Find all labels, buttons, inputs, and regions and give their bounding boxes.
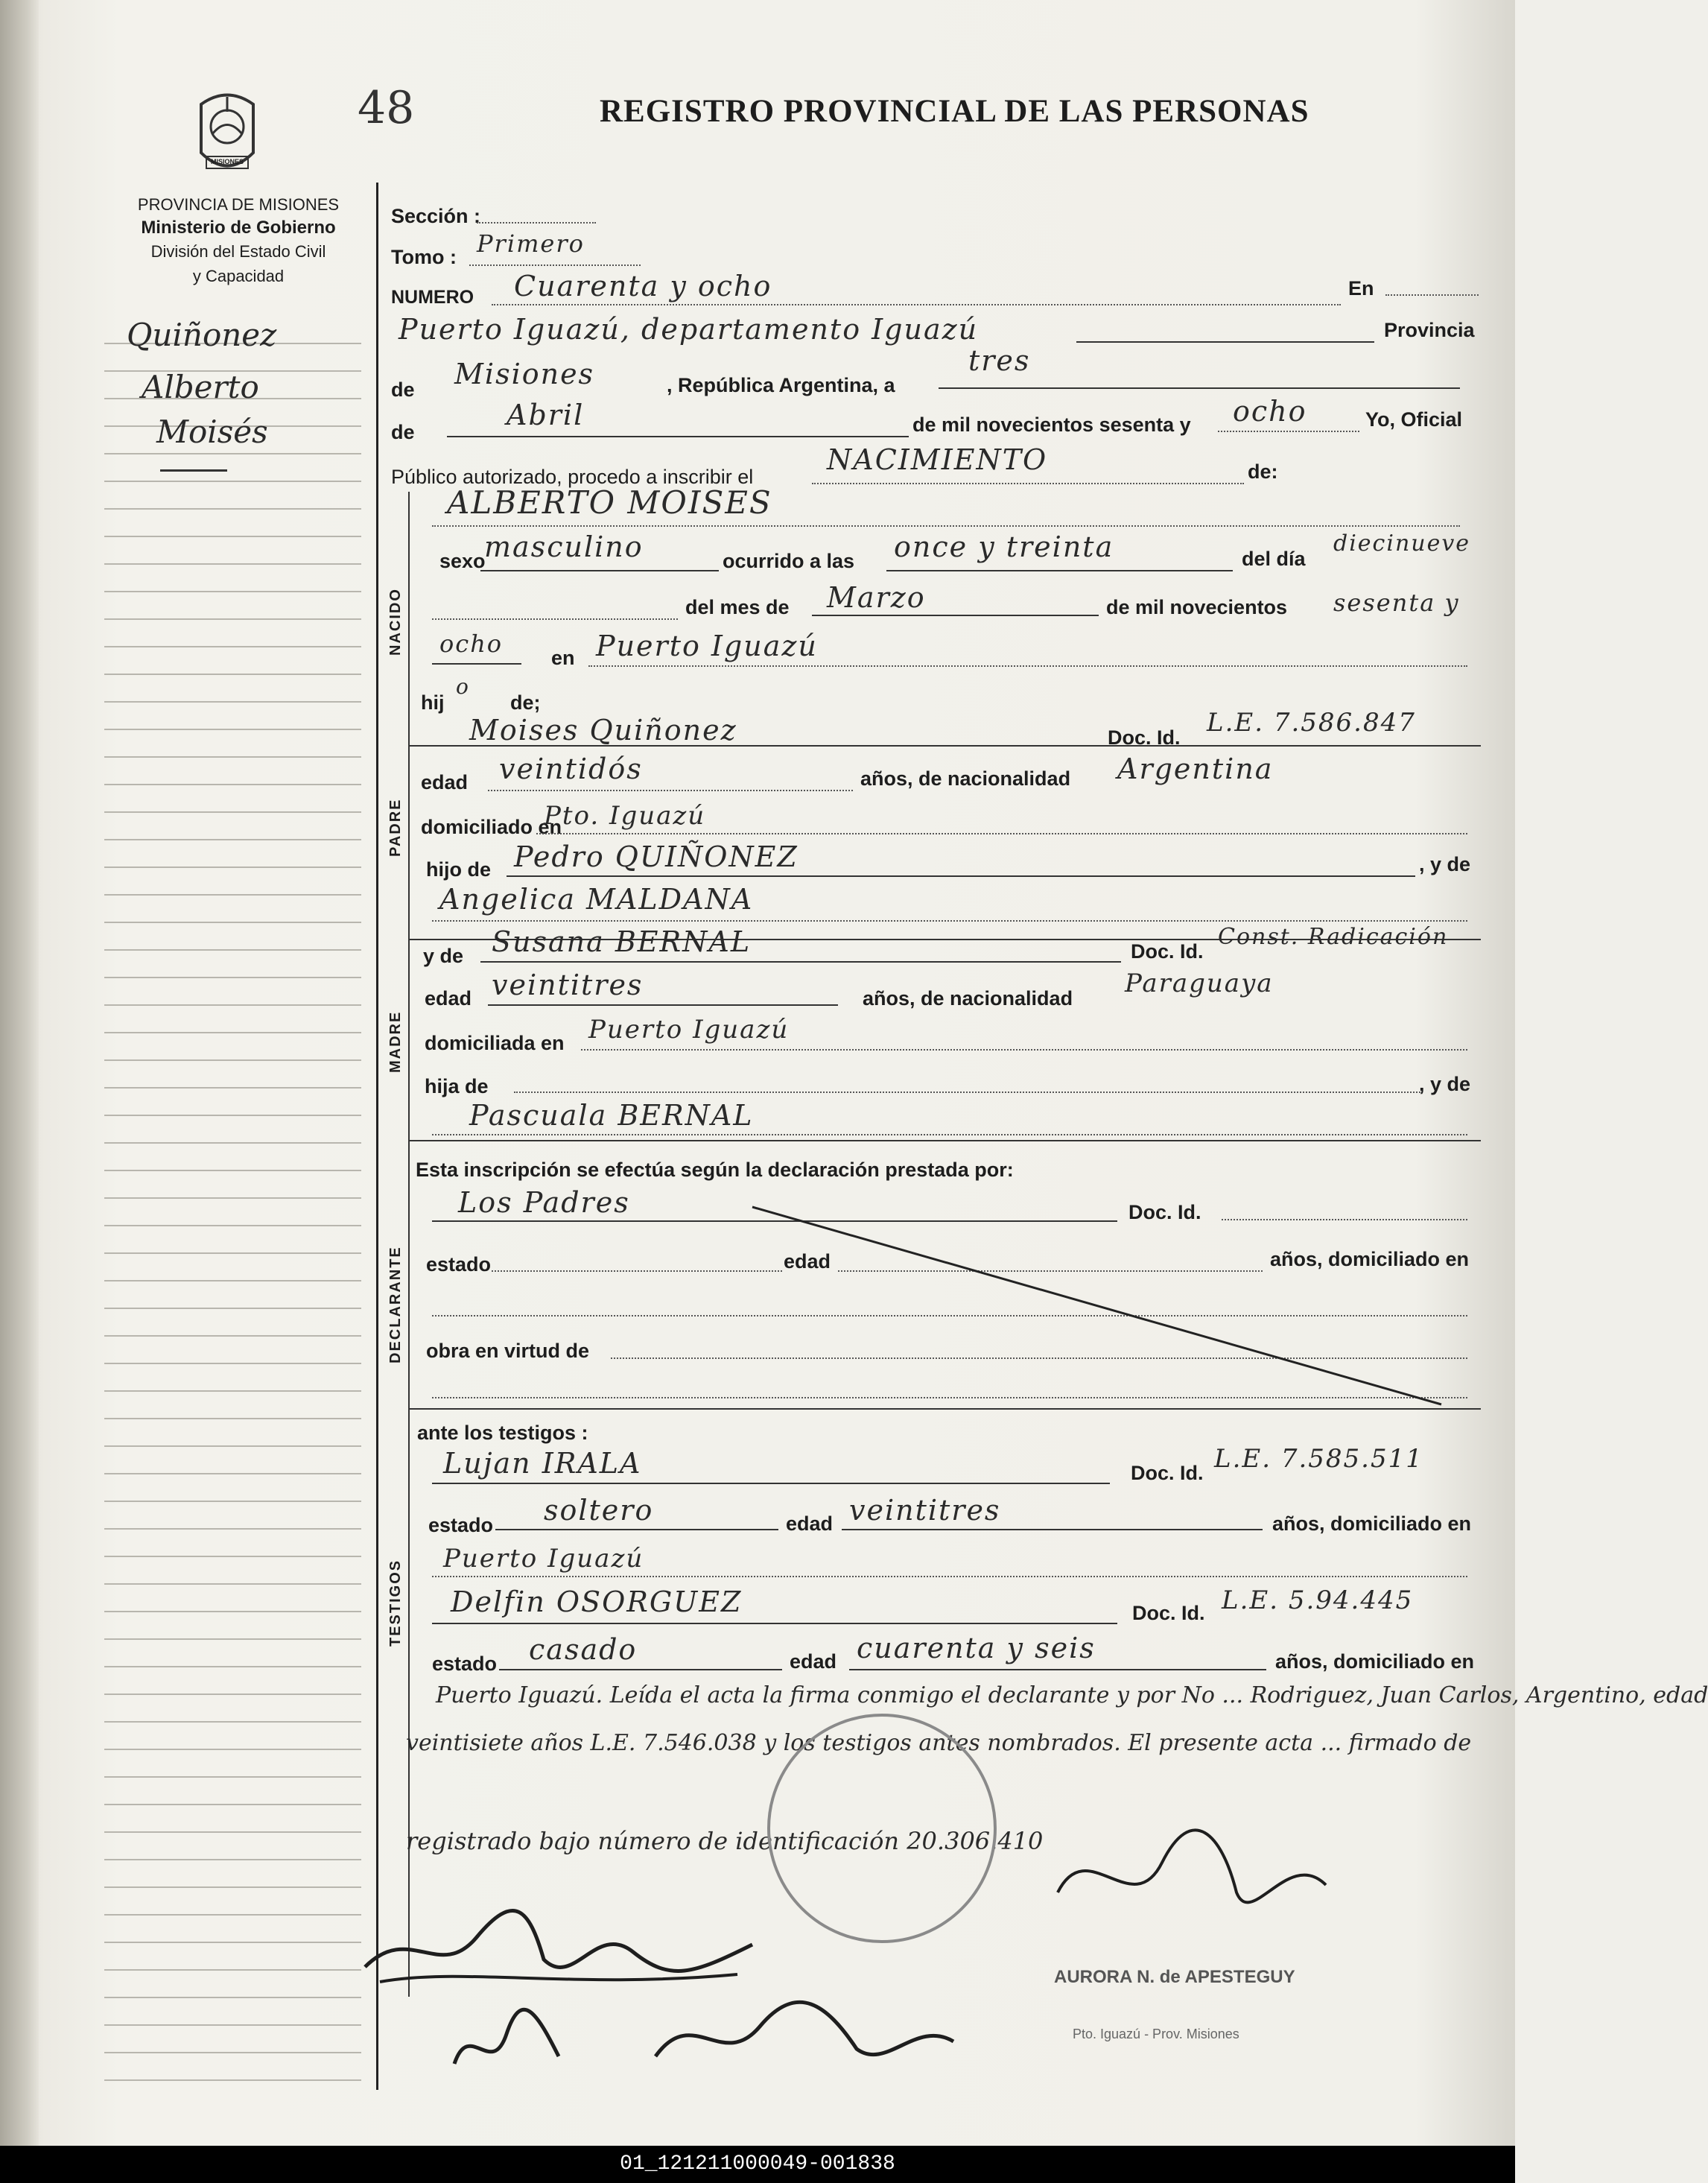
officer-stamp-place: Pto. Iguazú - Prov. Misiones: [1073, 2027, 1239, 2041]
line-mes-nac: [812, 615, 1099, 616]
value-testigo2: Delfin OSORGUEZ: [451, 1585, 743, 1618]
value-sexo: masculino: [484, 530, 644, 563]
value-madre-nac: Paraguaya: [1125, 969, 1274, 998]
dots-nombre: [432, 525, 1460, 527]
line-padre: [432, 745, 1102, 747]
dots-padre-madre: [432, 920, 1467, 922]
value-padre-nac: Argentina: [1117, 753, 1274, 785]
value-mes: Abril: [507, 399, 585, 431]
label-doc-madre: Doc. Id.: [1131, 940, 1204, 963]
label-republica: , República Argentina, a: [667, 374, 895, 396]
value-declarante: Los Padres: [458, 1186, 630, 1219]
label-de-provincia: de: [391, 378, 415, 401]
value-madre: Susana BERNAL: [492, 925, 752, 958]
line-testigo1-estado: [495, 1529, 778, 1530]
line-testigo1-edad: [842, 1529, 1263, 1530]
value-madre-dom: Puerto Iguazú: [588, 1015, 790, 1045]
dots-lugar-nac: [588, 665, 1467, 667]
label-tomo: Tomo :: [391, 246, 457, 268]
value-testigo2-estado: casado: [529, 1633, 638, 1666]
value-padre-madre: Angelica MALDANA: [439, 883, 754, 916]
folio-number: 48: [358, 82, 415, 134]
label-edad-madre: edad: [425, 987, 472, 1010]
notes-line1: Puerto Iguazú. Leída el acta la firma conmigo el declarante y por No ... Rodriguez, Juan Carlos, Argentino, edad: [436, 1682, 1708, 1708]
authority-line3: División del Estado Civil: [150, 242, 326, 261]
label-edad-padre: edad: [421, 771, 469, 793]
dots-padre-dom: [536, 833, 1467, 834]
label-numero: NUMERO: [391, 287, 474, 308]
label-doc-testigo2: Doc. Id.: [1132, 1602, 1205, 1624]
cancel-stroke: [745, 1200, 1453, 1416]
line-lugar: [1076, 341, 1374, 343]
value-testigo1-estado: soltero: [544, 1494, 654, 1527]
line-testigo2-estado: [499, 1669, 782, 1670]
label-nac-madre: años, de nacionalidad: [863, 987, 1073, 1010]
line-dia: [939, 387, 1460, 389]
signature-officer: [1043, 1803, 1341, 1952]
label-yo-oficial: Yo, Oficial: [1365, 408, 1463, 431]
value-mes-nac: Marzo: [827, 581, 926, 614]
label-esta-inscripcion: Esta inscripción se efectúa según la declaración prestada por:: [416, 1159, 1014, 1181]
label-nac-padre: años, de nacionalidad: [860, 767, 1071, 790]
value-padre-padre: Pedro QUIÑONEZ: [514, 840, 799, 873]
value-testigo1-edad: veintitres: [849, 1494, 1001, 1527]
value-tomo: Primero: [477, 229, 585, 258]
signature-testigo: [350, 1878, 767, 1997]
dots-acto: [812, 483, 1244, 484]
margin-underline: [160, 469, 227, 472]
dots-numero: [492, 304, 1341, 305]
value-madre-doc: Const. Radicación: [1218, 924, 1449, 950]
line-sexo: [480, 570, 719, 571]
label-sexo: sexo: [439, 550, 486, 572]
section-label-nacido: NACIDO: [387, 588, 404, 656]
label-estado-declarante: estado: [426, 1253, 492, 1276]
value-testigo1-dom: Puerto Iguazú: [443, 1544, 644, 1574]
dots-madre-madre: [432, 1134, 1467, 1135]
label-en-nac: en: [551, 647, 575, 669]
label-estado-testigo1: estado: [428, 1514, 494, 1536]
value-testigo2-edad: cuarenta y seis: [857, 1632, 1096, 1664]
value-provincia: Misiones: [454, 358, 595, 390]
label-obra: obra en virtud de: [426, 1340, 590, 1362]
official-round-stamp: [767, 1714, 997, 1943]
value-nombre: ALBERTO MOISES: [447, 484, 772, 521]
value-lugar: Puerto Iguazú, departamento Iguazú: [399, 313, 979, 346]
label-y-de-padre: , y de: [1419, 853, 1471, 875]
dots-mes-pre: [432, 618, 678, 620]
value-padre-dom: Pto. Iguazú: [544, 801, 706, 831]
value-padre: Moises Quiñonez: [469, 714, 737, 747]
label-de-mes: de: [391, 421, 415, 443]
margin-name2: Moisés: [156, 414, 268, 450]
section-label-padre: PADRE: [387, 798, 404, 857]
dots-en: [1385, 294, 1479, 296]
label-y-de-madre2: , y de: [1419, 1073, 1471, 1095]
line-anio-nac2: [432, 663, 521, 665]
dots-seccion: [477, 222, 596, 224]
value-padre-doc: L.E. 7.586.847: [1207, 708, 1416, 738]
notes-line3: registrado bajo número de identificación 20.306.410: [406, 1827, 1044, 1855]
label-edad-testigo1: edad: [786, 1512, 834, 1535]
line-mes: [447, 436, 909, 437]
notes-line2: veintisiete años L.E. 7.546.038 y los testigos antes nombrados. El presente acta ... firmado de: [406, 1730, 1472, 1756]
label-doc-padre: Doc. Id.: [1108, 726, 1181, 749]
line-madre: [480, 961, 1121, 963]
officer-stamp-name: AURORA N. de APESTEGUY: [1054, 1967, 1295, 1987]
label-hija-de: hija de: [425, 1075, 489, 1097]
label-edad-testigo2: edad: [790, 1650, 837, 1673]
section-rule-top: [408, 492, 410, 1997]
authority-line4: y Capacidad: [192, 267, 285, 285]
value-anio-nac2: ocho: [439, 630, 504, 658]
label-ante-testigos: ante los testigos :: [417, 1422, 588, 1444]
book-spine: [0, 0, 39, 2146]
left-border-rule: [376, 183, 378, 2090]
value-numero: Cuarenta y ocho: [514, 270, 772, 302]
section-label-madre: MADRE: [387, 1010, 404, 1073]
label-de-semicolon: de;: [510, 691, 541, 714]
label-provincia: Provincia: [1384, 319, 1475, 341]
value-hora: once y treinta: [894, 530, 1114, 563]
value-acto: NACIMIENTO: [827, 443, 1048, 476]
coat-of-arms-seal: [190, 82, 264, 186]
label-publico: Público autorizado, procedo a inscribir el: [391, 466, 754, 488]
value-madre-edad: veintitres: [492, 969, 644, 1001]
label-y-de-madre: y de: [423, 945, 464, 967]
label-edad-declarante: edad: [784, 1250, 831, 1273]
section-label-testigos: TESTIGOS: [387, 1559, 404, 1647]
signature-bottom-left: [447, 2004, 566, 2086]
label-del-dia: del día: [1242, 548, 1306, 570]
authority-line1: PROVINCIA DE MISIONES: [137, 195, 340, 214]
dots-padre-edad: [488, 790, 853, 791]
section-label-declarante: DECLARANTE: [387, 1246, 404, 1363]
line-hora: [886, 570, 1233, 571]
value-testigo1: Lujan IRALA: [443, 1447, 642, 1480]
margin-name1: Alberto: [142, 369, 259, 405]
separator-madre: [408, 1140, 1481, 1141]
dots-testigo1-dom: [432, 1576, 1467, 1577]
label-anos-testigo1: años, domiciliado en: [1272, 1512, 1472, 1535]
label-estado-testigo2: estado: [432, 1653, 498, 1675]
value-dia: tres: [968, 344, 1031, 377]
line-padre-padre: [507, 875, 1415, 877]
label-hijo-de: hijo de: [426, 858, 491, 881]
margin-surname: Quiñonez: [127, 317, 277, 353]
label-domiciliado-padre: domiciliado en: [421, 816, 562, 838]
line-testigo1: [432, 1483, 1110, 1484]
value-testigo1-doc: L.E. 7.585.511: [1214, 1444, 1423, 1474]
value-padre-edad: veintidós: [499, 753, 643, 785]
authority-line2: Ministerio de Gobierno: [141, 218, 336, 238]
label-domiciliada-madre: domiciliada en: [425, 1032, 565, 1054]
value-anio-nac: sesenta y: [1333, 589, 1460, 617]
dots-madre-dom: [581, 1049, 1467, 1051]
page-title: REGISTRO PROVINCIAL DE LAS PERSONAS: [600, 94, 1309, 129]
label-de-mil-nac: de mil novecientos: [1106, 596, 1288, 618]
value-hijo-suffix: o: [456, 674, 470, 699]
label-hij: hij: [421, 691, 445, 714]
seal-label: MISIONES: [210, 158, 244, 165]
dots-anio: [1218, 431, 1359, 432]
line-testigo2-edad: [849, 1669, 1266, 1670]
label-anos-testigo2: años, domiciliado en: [1275, 1650, 1475, 1673]
dots-hija-de: [514, 1092, 1423, 1093]
line-madre-edad: [488, 1004, 838, 1006]
value-testigo2-doc: L.E. 5.94.445: [1222, 1585, 1414, 1615]
label-doc-declarante: Doc. Id.: [1128, 1201, 1201, 1223]
dots-estado-declarante: [492, 1270, 782, 1272]
value-anio: ocho: [1233, 395, 1307, 428]
dots-tomo: [469, 264, 641, 266]
label-ocurrido: ocurrido a las: [723, 550, 855, 572]
image-id-footer: 01_121211000049-001838: [0, 2146, 1515, 2183]
label-de-mil: de mil novecientos sesenta y: [912, 414, 1191, 436]
label-de-colon: de:: [1248, 460, 1278, 483]
label-anos-declarante: años, domiciliado en: [1270, 1248, 1470, 1270]
label-en: En: [1348, 277, 1374, 300]
value-madre-madre: Pascuala BERNAL: [469, 1099, 754, 1132]
label-doc-testigo1: Doc. Id.: [1131, 1462, 1204, 1484]
value-dia-nac: diecinueve: [1333, 530, 1471, 557]
signature-bottom-center: [648, 1989, 961, 2079]
line-testigo2: [432, 1623, 1117, 1624]
label-del-mes: del mes de: [685, 596, 790, 618]
value-lugar-nac: Puerto Iguazú: [596, 630, 818, 662]
label-seccion: Sección :: [391, 205, 481, 227]
